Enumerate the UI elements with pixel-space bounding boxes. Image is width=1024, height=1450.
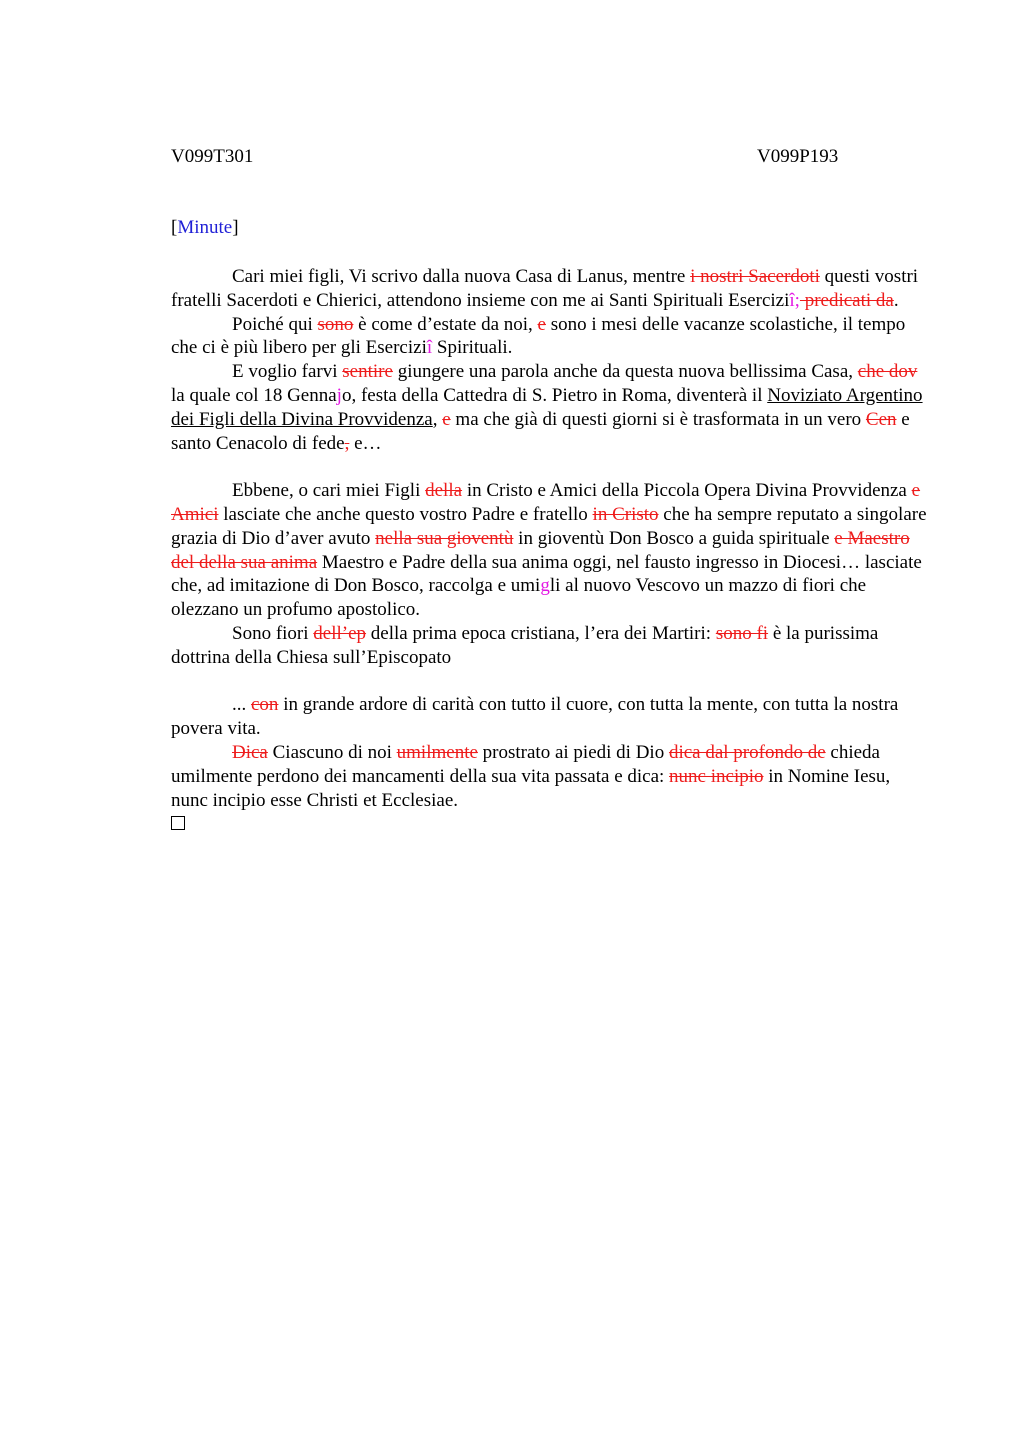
deletion: sentire — [342, 361, 393, 383]
paragraph: Dica Ciascuno di noi umilmente prostrato ai piedi di Dio dica dal profondo de chieda umilmente perdono dei mancamenti della sua vita passata e dica: nunc incipio in Nomine Iesu, nunc incipio esse Christi et Ecclesiae. — [171, 741, 891, 811]
deletion: dica dal profondo de — [668, 741, 826, 763]
deletion: dell’ep — [313, 622, 367, 644]
insertion: j — [336, 384, 342, 406]
deletion: Cen — [865, 408, 897, 430]
deletion: umilmente — [396, 741, 478, 763]
insertion: î — [426, 337, 433, 359]
deletion: e — [537, 313, 546, 335]
paragraph: E voglio farvi sentire giungere una parola anche da questa nuova bellissima Casa, che dov la quale col 18 Gennajo, festa della Cattedra di S. Pietro in Roma, diventerà il Noviziato Argentino dei Figli della Divina Provvidenza, e ma che già di questi giorni si è trasformata in un vero Cen e santo Cenacolo di fede, e… — [171, 361, 923, 454]
deletion: con — [251, 694, 279, 716]
document-code-right: V099P193 — [757, 146, 839, 167]
paragraph: Cari miei figli, Vi scrivo dalla nuova Casa di Lanus, mentre i nostri Sacerdoti questi vostri fratelli Sacerdoti e Chierici, attendono insieme con me ai Santi Spirituali Eserciziî; predicati da. — [171, 266, 919, 311]
insertion: ; — [794, 289, 800, 311]
letter-body — [171, 265, 931, 837]
paragraph: Poiché qui sono è come d’estate da noi, e sono i mesi delle vacanze scolastiche, il tempo che ci è più libero per gli Eserciziî Spirituali. — [171, 313, 906, 359]
underlined-title: Noviziato Argentino dei Figli della Divina Provvidenza — [171, 384, 923, 430]
deletion: e Maestro del della sua anima — [171, 527, 910, 573]
deletion: della — [425, 480, 463, 502]
insertion: g — [540, 575, 550, 597]
section-label: [Minute] — [171, 217, 239, 238]
deletion: e Amici — [171, 480, 921, 525]
insertion: î — [789, 289, 795, 311]
deletion: sono — [317, 313, 354, 335]
minute-label: Minute — [177, 217, 233, 238]
deletion: i nostri Sacerdoti — [690, 266, 820, 287]
deletion: in Cristo — [592, 503, 659, 525]
deletion: sono fi — [715, 622, 769, 644]
deletion: e — [442, 408, 451, 430]
document-code-left: V099T301 — [171, 146, 254, 167]
deletion: che dov — [857, 361, 918, 383]
deletion: nella sua gioventù — [375, 527, 514, 549]
paragraph: ... con in grande ardore di carità con tutto il cuore, con tutta la mente, con tutta la nostra povera vita. — [171, 694, 899, 740]
deletion: Dica — [232, 741, 268, 763]
paragraph: Sono fiori dell’ep della prima epoca cristiana, l’era dei Martiri: sono fi è la purissima dottrina della Chiesa sull’Episcopato — [171, 622, 879, 668]
square-icon — [171, 816, 185, 830]
deletion: predicati da — [799, 289, 894, 311]
deletion: , — [344, 432, 350, 454]
deletion: nunc incipio — [669, 765, 764, 787]
paragraph: Ebbene, o cari miei Figli della in Cristo e Amici della Piccola Opera Divina Provvidenza e Amici lasciate che anche questo vostro Padre e fratello in Cristo che ha sempre reputato a singolare grazia di Dio d’aver avuto nella sua gioventù in gioventù Don Bosco a guida spirituale e Maestro del della sua anima Maestro e Padre della sua anima oggi, nel fausto ingresso in Diocesi… lasciate che, ad imitazione di Don Bosco, raccolga e umigli al nuovo Vescovo un mazzo di fiori che olezzano un profumo apostolico. — [171, 480, 927, 621]
